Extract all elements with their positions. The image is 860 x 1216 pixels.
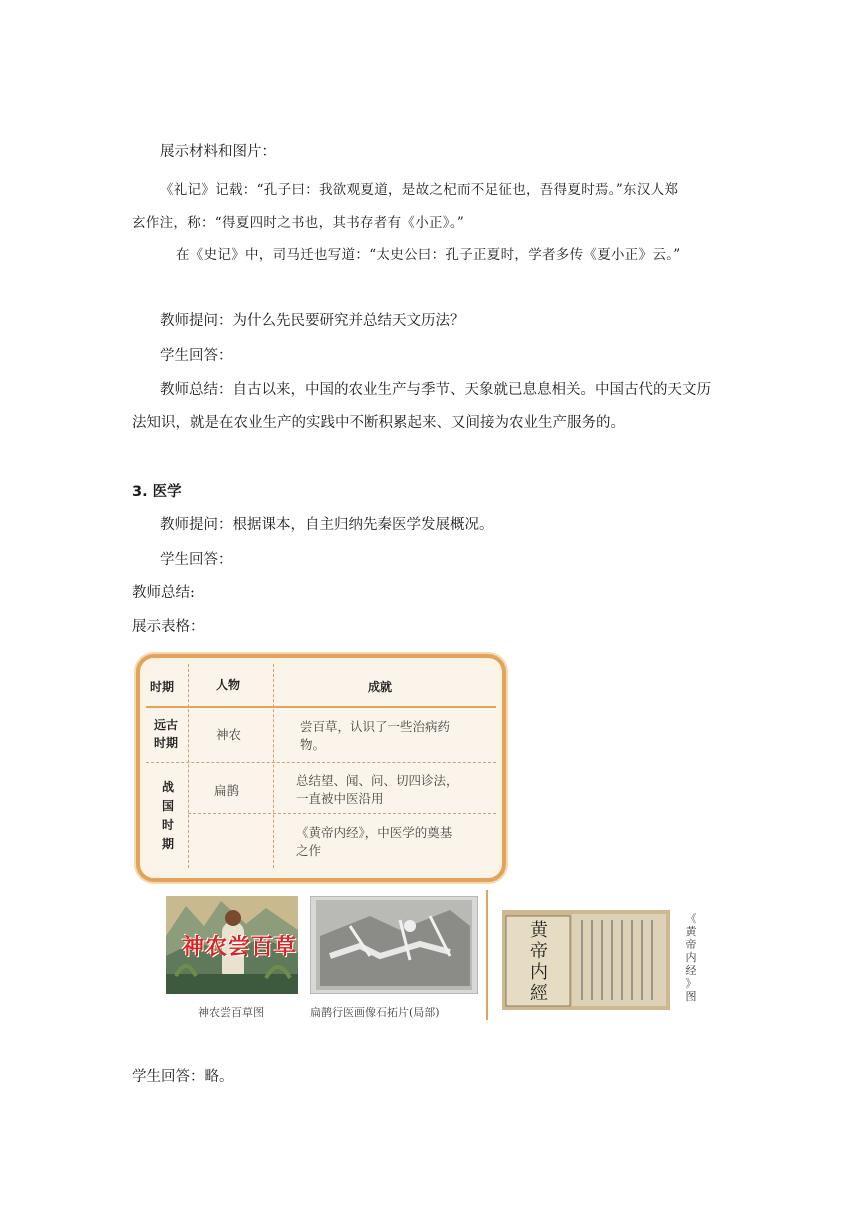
shennong-caption: 神农尝百草图 [198,1006,264,1019]
table-cell-achievement: 《黄帝内经》，中医学的奠基 [296,825,453,840]
image-divider [486,890,488,1020]
quote-liji-line1: 《礼记》记载：“孔子曰：我欲观夏道，是故之杞而不足征也，吾得夏时焉。”东汉人郑 [160,182,679,198]
teacher-question-1: 教师提问：为什么先民要研究并总结天文历法？ [160,313,465,329]
caption-char: 经 [685,964,697,977]
bianque-caption: 扁鹊行医画像石拓片(局部) [310,1006,440,1019]
table-header-period: 时期 [150,680,175,694]
table-divider [188,813,496,814]
caption-char: 《 [685,912,697,925]
table-cell-period: 时 [162,818,175,832]
table-cell-period: 国 [162,799,175,813]
bianque-rubbing [310,896,478,994]
teacher-summary-1b: 法知识，就是在农业生产的实践中不断积累起来、又间接为农业生产服务的。 [132,415,625,431]
shennong-title: 神农尝百草 [182,934,298,960]
student-answer-2: 学生回答： [160,552,233,568]
table-cell-achievement: 尝百草，认识了一些治病药 [300,719,451,734]
book-cover-char: 黄 [530,920,548,941]
teacher-question-2: 教师提问：根据课本，自主归纳先秦医学发展概况。 [160,517,494,533]
table-header-rule [146,706,496,708]
table-cell-period: 远古 [154,718,179,732]
table-header-person: 人物 [216,678,241,692]
caption-char: 帝 [685,938,697,951]
teacher-summary-2: 教师总结: [132,585,195,601]
quote-shiji: 在《史记》中，司马迁也写道：“太史公曰：孔子正夏时，学者多传《夏小正》云。” [176,247,681,263]
table-cell-person: 扁鹊 [214,783,240,798]
table-cell-achievement: 一直被中医沿用 [296,791,384,806]
teacher-summary-1a: 教师总结：自古以来，中国的农业生产与季节、天象就已息息相关。中国古代的天文历 [160,382,711,398]
caption-char: 》 [685,977,697,990]
student-answer-1: 学生回答： [160,348,233,364]
table-header-achievement: 成就 [368,680,393,694]
huangdi-caption [684,912,698,1003]
caption-char: 内 [685,951,697,964]
huangdi-neijing-book [502,910,670,1010]
table-divider [273,664,274,868]
book-cover-char: 帝 [530,941,548,962]
table-cell-achievement: 总结望、闻、问、切四诊法， [296,773,459,788]
quote-liji-line2: 玄作注，称：“得夏四时之书也，其书存者有《小正》。” [132,215,465,231]
table-divider [188,664,189,868]
table-cell-achievement: 之作 [296,843,322,858]
book-cover-char: 經 [530,983,548,1004]
table-cell-period: 时期 [154,736,179,750]
table-cell-period: 期 [162,837,175,851]
book-cover-title [522,920,556,1004]
caption-char: 黄 [685,925,697,938]
table-divider [146,762,496,763]
table-cell-achievement: 物。 [300,737,326,752]
show-table-label: 展示表格： [132,619,205,635]
section-heading-medicine: 3. 医学 [132,484,182,500]
shennong-painting [166,896,298,994]
table-cell-period: 战 [162,780,175,794]
paragraph-intro: 展示材料和图片： [160,144,276,160]
book-cover-char: 内 [530,962,548,983]
student-answer-final: 学生回答：略。 [132,1069,234,1085]
table-cell-person: 神农 [216,727,242,742]
caption-char: 图 [685,990,697,1003]
medicine-table [136,654,506,882]
